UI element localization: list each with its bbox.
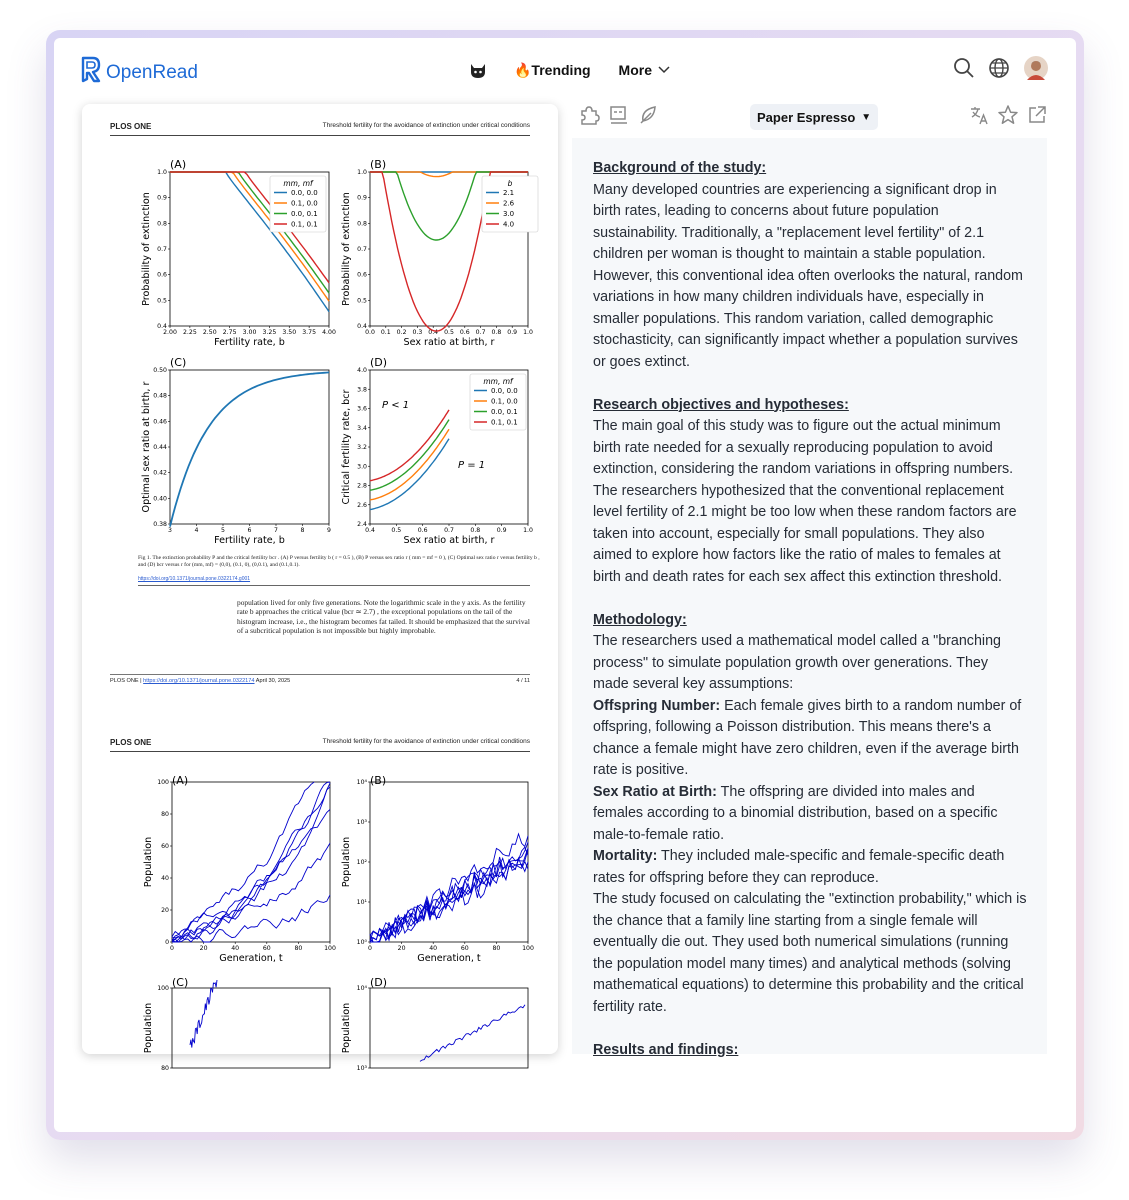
legend-label: 2.1 [503, 189, 515, 197]
y-tick-label: 0.50 [153, 367, 167, 374]
x-tick-label: 4.00 [322, 329, 336, 336]
globe-icon[interactable] [988, 57, 1010, 79]
section-body: Many developed countries are experiencing a significant drop in birth rates, leading to concerns about future population sustainability. Traditionally, a "replacement level fertility" of 2.1 children per woman is thought to maintain a stable population. However, this conventional idea often overlooks the natural, random variations in how many children individuals have, especially in smaller populations. This random variation, called demographic stochasticity, can significantly impact whether a population survives or goes extinct. [593, 181, 1023, 370]
y-tick-label: 0.40 [153, 495, 167, 503]
panel-label: (C) [172, 976, 189, 989]
summary-section-results [593, 1040, 1027, 1062]
nav-more-label: More [618, 62, 652, 78]
y-axis-label: Optimal sex ratio at birth, r [141, 381, 152, 513]
x-tick-label: 20 [199, 945, 208, 952]
body-paragraph: population lived for only five generations. Note the logarithmic scale in the y axis. As the fertility rate b approaches the critical value (bcr ≃ 2.7) , the exceptional populations on the tail of the histogram increase, i.e., the histogram becomes fat tailed. It should be emphasized that the survival of a subcritical population is not impossible but highly improbable. [237, 598, 530, 635]
y-tick-label: 0.44 [153, 444, 167, 451]
x-tick-label: 2.00 [163, 329, 177, 336]
y-tick-label: 0.8 [357, 220, 367, 228]
panel-label: (B) [370, 158, 387, 171]
x-tick-label: 7 [274, 527, 278, 534]
x-tick-label: 0.4 [428, 329, 439, 336]
y-tick-label: 2.8 [357, 482, 367, 490]
panel-c [141, 356, 331, 546]
y-tick-label: 3.8 [357, 386, 367, 394]
annotation: P = 1 [458, 460, 486, 471]
y-tick-label: 40 [161, 875, 169, 882]
y-tick-label: 10² [356, 859, 367, 866]
plot-frame [170, 370, 329, 524]
pdf-page-5 [82, 716, 558, 1072]
item-text: They included male-specific and female-specific death rates for offspring before they can reproduce. [593, 848, 1005, 886]
x-tick-label: 5 [221, 527, 225, 534]
y-tick-label: 0.38 [153, 521, 167, 528]
x-tick-label: 0.3 [412, 329, 423, 336]
y-tick-label: 0.42 [153, 469, 167, 477]
x-tick-label: 0.2 [396, 329, 407, 336]
legend-label: 0.1, 0.1 [491, 418, 518, 427]
item-label: Offspring Number: [593, 697, 721, 714]
y-tick-label: 0.4 [357, 323, 367, 330]
legend-label: 2.6 [503, 199, 515, 208]
y-tick-label: 0.4 [157, 323, 167, 330]
x-tick-label: 60 [460, 945, 469, 952]
trajectory-line [172, 783, 330, 939]
panel-label: (A) [170, 158, 187, 171]
item-label: Sex Ratio at Birth: [593, 783, 717, 800]
nav-more[interactable] [619, 62, 670, 78]
y-tick-label: 100 [157, 779, 169, 786]
x-tick-label: 0.5 [444, 329, 454, 336]
y-axis-label: Population [143, 836, 154, 888]
pdf-journal-name: PLOS ONE [110, 122, 152, 131]
x-axis-label: Sex ratio at birth, r [403, 535, 495, 546]
top-icons [940, 56, 1048, 80]
pdf-header-2 [110, 738, 530, 752]
x-tick-label: 0.1 [380, 329, 391, 336]
panel-a [141, 158, 336, 348]
pdf-footer [110, 674, 530, 684]
legend-label: 3.0 [503, 210, 515, 218]
y-tick-label: 4.0 [357, 367, 367, 374]
pdf-header [110, 122, 530, 136]
open-external-icon[interactable] [1026, 104, 1048, 126]
legend-label: 0.0, 0.0 [291, 189, 318, 197]
y-tick-label: 0.7 [357, 246, 367, 253]
legend-label: 0.1, 0.0 [491, 397, 518, 406]
x-tick-label: 0.0 [365, 329, 375, 336]
star-icon[interactable] [997, 104, 1019, 126]
x-tick-label: 40 [429, 945, 438, 952]
y-tick-label: 100 [157, 985, 169, 992]
y-tick-label: 0 [165, 939, 169, 946]
y-tick-label: 1.0 [157, 169, 167, 176]
x-tick-label: 20 [397, 945, 406, 952]
panel-b [341, 158, 538, 348]
y-tick-label: 3.6 [357, 405, 367, 413]
y-tick-label: 0.9 [357, 194, 367, 202]
x-tick-label: 40 [231, 945, 240, 952]
y-axis-label: Critical fertility rate, bcr [341, 389, 352, 505]
footer-date: April 30, 2025 [255, 678, 291, 684]
y-tick-label: 1.0 [357, 169, 367, 176]
legend-label: 0.1, 0.1 [291, 220, 318, 229]
legend-label: 0.1, 0.0 [291, 199, 318, 208]
figure-caption: Fig 1. The extinction probability P and the critical fertility bcr . (A) P versus fertility b ( r = 0.5 ), (B) P versus sex ratio r ( mm = mf = 0 ), (C) Optimal sex ratio r versus fertility b , and (D) bcr versus r for (mm, mf) = (0,0), (0.1, 0), (0,0.1), and (0.1,0.1). [138, 555, 540, 569]
x-tick-label: 3.00 [242, 329, 257, 336]
translate-icon[interactable] [968, 104, 990, 126]
x-tick-label: 1.0 [523, 527, 533, 534]
annotation: P < 1 [382, 400, 410, 411]
x-axis-label: Fertility rate, b [214, 337, 285, 348]
y-axis-label: Probability of extinction [141, 192, 152, 306]
y-tick-label: 3.4 [357, 424, 367, 432]
section-heading: Methodology: [593, 611, 687, 628]
pdf-viewer[interactable] [82, 104, 558, 1072]
x-axis-label: Sex ratio at birth, r [403, 337, 495, 348]
legend-label: 0.0, 0.1 [291, 210, 318, 218]
methodology-item [593, 846, 1027, 889]
x-axis-label: Fertility rate, b [214, 535, 285, 546]
footer-journal: PLOS ONE | [110, 678, 142, 684]
feather-icon[interactable] [637, 104, 659, 126]
summary-section-objectives [593, 395, 1027, 589]
x-tick-label: 2.25 [182, 329, 197, 336]
x-tick-label: 3.75 [302, 329, 317, 336]
x-tick-label: 0.6 [417, 527, 428, 534]
y-tick-label: 2.4 [357, 521, 367, 528]
series-line [370, 439, 449, 510]
panel-label: (A) [172, 774, 189, 787]
series-line [370, 410, 449, 481]
legend-title: mm, mf [283, 179, 313, 188]
series-line [370, 429, 449, 500]
y-tick-label: 10⁰ [356, 939, 367, 946]
series-line [370, 420, 449, 491]
model-select[interactable] [750, 104, 878, 130]
trajectory-line [190, 980, 217, 1048]
item-text: The offspring are divided into males and females according to a binomial distribution, based on a specific male-to-female ratio. [593, 783, 998, 843]
section-heading: Research objectives and hypotheses: [593, 396, 849, 413]
legend-title: mm, mf [483, 377, 513, 386]
pdf-page-4 [82, 104, 558, 704]
panel-d [341, 356, 533, 546]
trajectory-line [420, 1005, 525, 1062]
caption-rule [138, 585, 530, 586]
y-tick-label: 10⁴ [356, 985, 367, 992]
x-tick-label: 2.50 [202, 329, 217, 336]
x-tick-label: 0.8 [470, 527, 481, 534]
panel-label: (C) [170, 356, 187, 369]
y-tick-label: 0.6 [157, 271, 167, 279]
y-tick-label: 3.0 [357, 463, 367, 471]
app-name: OpenRead [106, 62, 198, 83]
top-bar [54, 38, 1076, 100]
panel-label: (D) [370, 356, 388, 369]
figure-1 [82, 144, 558, 594]
x-tick-label: 0.6 [459, 329, 470, 336]
x-tick-label: 0.5 [391, 527, 402, 534]
x-tick-label: 80 [294, 945, 303, 952]
x-tick-label: 2.75 [222, 329, 237, 336]
panel-fig2-d [341, 976, 528, 1072]
x-tick-label: 8 [300, 527, 305, 534]
methodology-intro: The researchers used a mathematical model called a "branching process" to simulate population growth over generations. They made several key assumptions: [593, 633, 1001, 692]
series-line [170, 372, 329, 526]
y-axis-label: Population [341, 1002, 352, 1054]
x-tick-label: 0.9 [496, 527, 507, 534]
legend-title: b [507, 179, 513, 188]
y-tick-label: 0.7 [157, 246, 167, 253]
caret-down-icon: ▼ [861, 111, 872, 123]
avatar-image [1024, 56, 1048, 80]
footer-page-number: 4 / 11 [516, 678, 530, 684]
summary-panel [572, 138, 1047, 1058]
y-axis-label: Population [143, 1002, 154, 1054]
section-heading: Background of the study: [593, 160, 767, 176]
x-tick-label: 3 [168, 527, 172, 534]
x-tick-label: 0 [368, 945, 372, 952]
search-icon[interactable] [953, 57, 975, 79]
x-tick-label: 100 [522, 945, 534, 952]
main-nav [468, 60, 670, 80]
notes-icon[interactable] [608, 104, 630, 126]
x-tick-label: 80 [492, 945, 501, 952]
x-tick-label: 0.9 [507, 329, 518, 336]
y-tick-label: 10¹ [356, 899, 367, 906]
plot-frame [370, 782, 528, 942]
summary-section-background [593, 158, 1027, 373]
y-tick-label: 10³ [356, 819, 367, 826]
chevron-down-icon [658, 66, 670, 74]
x-axis-label: Generation, t [219, 953, 283, 964]
x-tick-label: 6 [247, 527, 252, 534]
y-tick-label: 80 [161, 811, 169, 818]
y-axis-label: Population [341, 836, 352, 888]
legend-label: 4.0 [503, 220, 515, 229]
summary-toolbar [574, 100, 1048, 134]
footer-citation [110, 678, 290, 684]
y-tick-label: 0.9 [157, 194, 167, 202]
section-body: The main goal of this study was to figure out the actual minimum birth rate needed for a sexually reproducing population to avoid extinction, considering the random variations in offspring numbers. The researchers hypothesized that the conventional replacement level fertility of 2.1 might be too low when these random factors are taken into account, especially for small populations. They also aimed to explore how factors like the ratio of males to females at birth and death rates for each sex affect this extinction threshold. [593, 418, 1017, 585]
y-tick-label: 10⁴ [356, 779, 367, 786]
x-tick-label: 0.7 [475, 329, 486, 336]
y-tick-label: 0.48 [153, 392, 167, 400]
x-tick-label: 0.8 [491, 329, 502, 336]
panel-fig2-c [143, 976, 330, 1072]
openread-logo-icon [80, 55, 102, 83]
puzzle-icon[interactable] [578, 104, 600, 126]
x-tick-label: 4 [194, 527, 199, 534]
panel-label: (B) [370, 774, 387, 787]
panel-label: (D) [370, 976, 388, 989]
pdf-journal-name-2: PLOS ONE [110, 738, 152, 747]
x-tick-label: 0.7 [444, 527, 454, 534]
section-heading: Results and findings: [593, 1041, 739, 1058]
model-select-label: Paper Espresso [757, 109, 856, 125]
y-tick-label: 20 [161, 907, 169, 914]
methodology-item [593, 696, 1027, 782]
nav-trending[interactable]: 🔥Trending [514, 61, 591, 78]
y-tick-label: 60 [161, 843, 169, 850]
plot-frame [370, 988, 528, 1068]
cat-icon[interactable] [468, 60, 488, 80]
y-axis-label: Probability of extinction [341, 192, 352, 306]
y-tick-label: 10³ [356, 1065, 367, 1072]
x-tick-label: 60 [262, 945, 271, 952]
figure-2 [82, 756, 558, 1072]
pdf-running-title: Threshold fertility for the avoidance of extinction under critical conditions [322, 122, 530, 129]
panel-fig2-b [341, 774, 534, 964]
legend-label: 0.0, 0.0 [491, 387, 518, 395]
y-tick-label: 3.2 [357, 444, 367, 451]
item-label: Mortality: [593, 848, 658, 864]
legend-label: 0.0, 0.1 [491, 408, 518, 416]
openread-logo[interactable] [80, 54, 198, 84]
y-tick-label: 0.46 [153, 418, 167, 426]
x-axis-label: Generation, t [417, 953, 481, 964]
item-text: Each female gives birth to a random number of offspring, following a Poisson distribution. This means there's a chance a female might have zero children, even if the average birth rate is positive. [593, 697, 1022, 778]
app-window [54, 38, 1076, 1132]
x-tick-label: 0 [170, 945, 174, 952]
methodology-item [593, 782, 1027, 847]
trajectory-line [172, 810, 330, 943]
x-tick-label: 0.4 [365, 527, 375, 534]
x-tick-label: 100 [324, 945, 336, 952]
y-tick-label: 0.8 [157, 220, 167, 228]
y-tick-label: 2.6 [357, 501, 367, 509]
pdf-running-title-2: Threshold fertility for the avoidance of extinction under critical conditions [322, 738, 530, 745]
summary-section-methodology [593, 610, 1027, 1019]
figure-doi-link[interactable]: https://doi.org/10.1371/journal.pone.0322174.g001 [138, 576, 251, 582]
footer-doi-link[interactable]: https://doi.org/10.1371/journal.pone.0322174 [143, 678, 255, 684]
trajectory-line [172, 843, 330, 937]
y-tick-label: 80 [161, 1065, 169, 1072]
y-tick-label: 0.5 [157, 297, 167, 305]
panel-fig2-a [143, 774, 336, 964]
x-tick-label: 3.50 [282, 329, 297, 336]
x-tick-label: 3.25 [262, 329, 277, 336]
trajectory-line [172, 787, 330, 941]
x-tick-label: 1.0 [523, 329, 533, 336]
y-tick-label: 0.6 [357, 271, 367, 279]
user-avatar[interactable] [1024, 56, 1048, 80]
x-tick-label: 9 [327, 527, 331, 534]
y-tick-label: 0.5 [357, 297, 367, 305]
methodology-outro: The study focused on calculating the "extinction probability," which is the chance that a family line starting from a single female will eventually die out. They used both numerical simulations (running the population model many times) and analytical methods (solving mathematical equations) to determine this probability and the critical fertility rate. [593, 891, 1027, 1015]
